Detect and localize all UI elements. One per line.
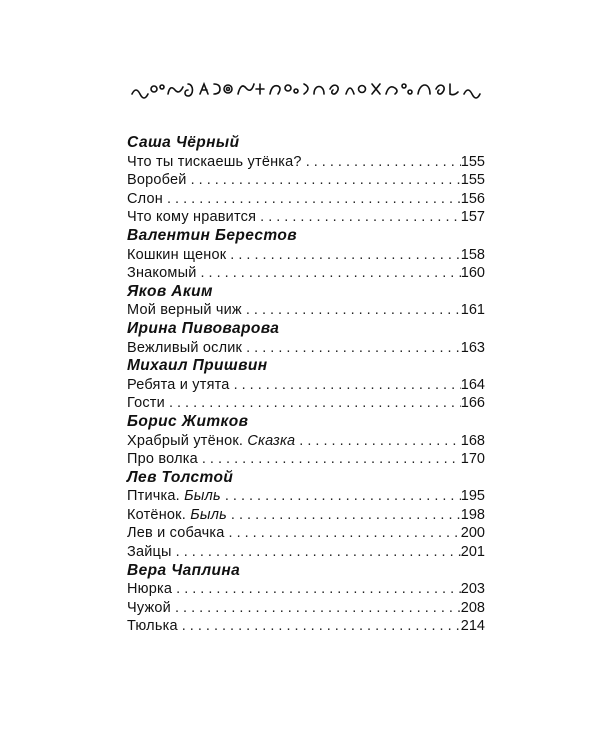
page-number: 163 [460,339,485,356]
table-of-contents [127,134,485,636]
toc-entry[interactable] [127,432,485,451]
page-number: 214 [460,618,485,635]
entry-genre: Сказка [247,432,296,449]
page-number: 161 [460,302,485,319]
entry-genre: Быль [190,506,227,523]
decorative-ornament-icon [130,76,485,102]
dot-leader [231,506,461,525]
author-heading: Валентин Берестов [127,226,298,244]
dot-leader [201,264,461,283]
entry-title: Котёнок. Быль [127,506,227,523]
toc-entry[interactable] [127,190,485,209]
dot-leader [176,543,461,562]
page-number: 164 [460,376,485,393]
author-heading: Борис Житков [127,412,249,430]
entry-title: Ребята и утята [127,376,230,393]
page-number: 158 [460,246,485,263]
page-number: 166 [460,395,485,412]
toc-entry[interactable] [127,246,485,265]
dot-leader [299,432,461,451]
toc-entry[interactable] [127,376,485,395]
entry-title: Вежливый ослик [127,339,243,356]
entry-genre: Быль [184,488,221,505]
dot-leader [260,208,461,227]
page-number: 168 [460,432,485,449]
entry-title: Слон [127,190,163,207]
page-number: 198 [460,506,485,523]
dot-leader [175,599,461,618]
entry-title: Что кому нравится [127,209,257,226]
toc-entry[interactable] [127,264,485,283]
entry-title: Что ты тискаешь утёнка? [127,153,302,170]
toc-entry[interactable] [127,450,485,469]
dot-leader [246,339,461,358]
toc-entry[interactable] [127,580,485,599]
dot-leader [191,171,461,190]
entry-title: Мой верный чиж [127,302,242,319]
author-heading: Ирина Пивоварова [127,319,280,337]
page-number: 155 [460,172,485,189]
page-number: 157 [460,209,485,226]
page-number: 208 [460,599,485,616]
dot-leader [229,524,461,543]
toc-entry[interactable] [127,208,485,227]
dot-leader [169,394,461,413]
dot-leader [202,450,461,469]
toc-entry[interactable] [127,599,485,618]
page-number: 155 [460,153,485,170]
page-number: 195 [460,488,485,505]
page-number: 156 [460,190,485,207]
entry-title: Чужой [127,599,171,616]
author-heading: Вера Чаплина [127,561,241,579]
dot-leader [176,580,461,599]
toc-entry[interactable] [127,524,485,543]
toc-entry[interactable] [127,506,485,525]
author-heading: Лев Толстой [127,468,234,486]
toc-entry[interactable] [127,339,485,358]
toc-entry[interactable] [127,171,485,190]
toc-entry[interactable] [127,153,485,172]
dot-leader [246,301,461,320]
dot-leader [225,487,461,506]
entry-title: Кошкин щенок [127,246,227,263]
page-number: 201 [460,544,485,561]
toc-entry[interactable] [127,617,485,636]
author-heading: Яков Аким [127,282,213,300]
toc-entry[interactable] [127,301,485,320]
entry-title: Лев и собачка [127,525,225,542]
page-number: 203 [460,581,485,598]
toc-entry[interactable] [127,394,485,413]
entry-title: Зайцы [127,544,172,561]
dot-leader [230,246,461,265]
dot-leader [182,617,461,636]
entry-title: Знакомый [127,265,197,282]
author-heading: Саша Чёрный [127,134,240,151]
author-heading: Михаил Пришвин [127,357,268,375]
dot-leader [167,190,461,209]
toc-entry[interactable] [127,487,485,506]
page-number: 200 [460,525,485,542]
page-number: 160 [460,265,485,282]
entry-title: Храбрый утёнок. Сказка [127,432,296,449]
toc-entry[interactable] [127,543,485,562]
dot-leader [234,376,461,395]
entry-title: Воробей [127,172,187,189]
dot-leader [306,153,461,172]
page-number: 170 [460,451,485,468]
entry-title: Птичка. Быль [127,488,221,505]
entry-title: Гости [127,395,165,412]
entry-title: Про волка [127,451,198,468]
entry-title: Тюлька [127,618,178,635]
entry-title: Нюрка [127,581,173,598]
